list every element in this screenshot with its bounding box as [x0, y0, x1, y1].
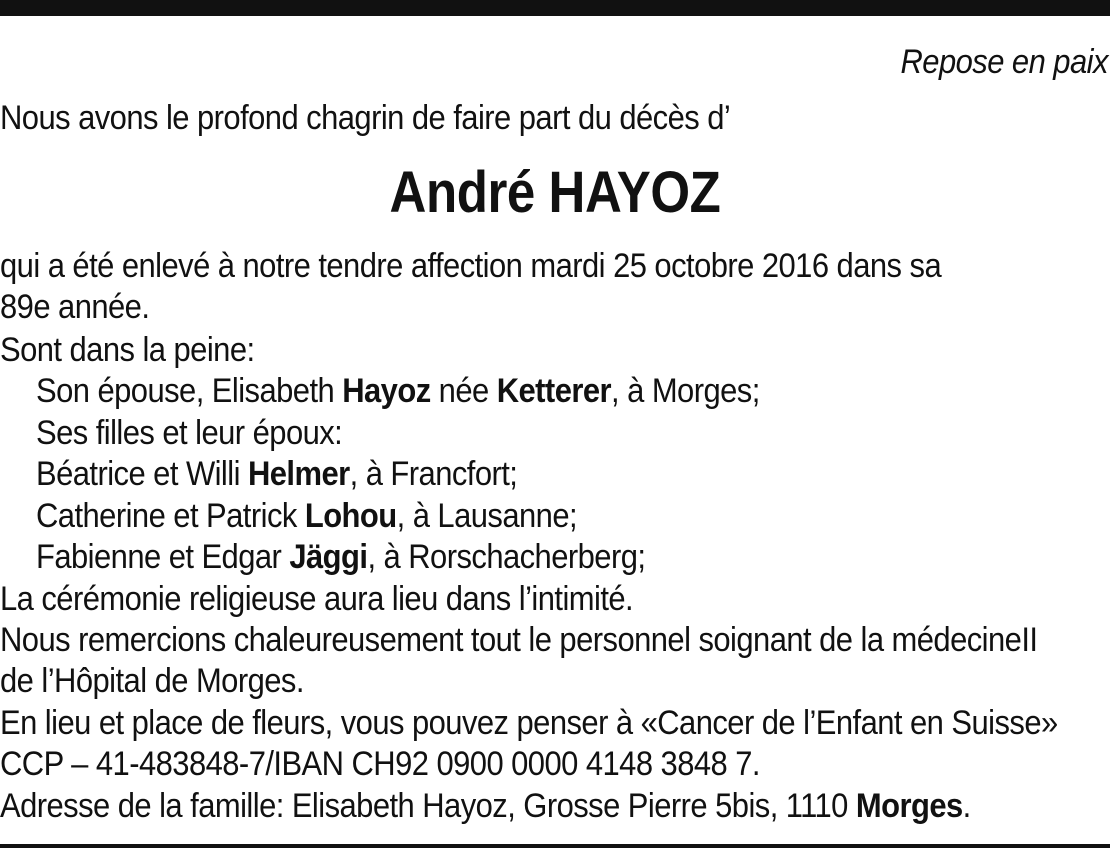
spouse-surname: Hayoz [342, 372, 431, 410]
family-address: Adresse de la famille: Elisabeth Hayoz, Grosse Pierre 5bis, 1110 Morges. [0, 787, 971, 825]
mourner-child: Béatrice et Willi Helmer, à Francfort; [36, 455, 518, 493]
donation-line-1: En lieu et place de fleurs, vous pouvez penser à «Cancer de l’Enfant en Suisse» [0, 704, 1058, 742]
children-heading: Ses filles et leur époux: [36, 414, 343, 452]
thanks-line-1: Nous remercions chaleureusement tout le personnel soignant de la médecineII [0, 621, 1038, 659]
mourner-child: Catherine et Patrick Lohou, à Lausanne; [36, 497, 578, 535]
epitaph: Repose en paix [900, 43, 1108, 81]
child-surname: Helmer [247, 455, 350, 493]
thanks-line-2: de l’Hôpital de Morges. [0, 662, 304, 700]
spouse-maiden-name: Ketterer [496, 372, 612, 410]
mourner-child: Fabienne et Edgar Jäggi, à Rorschacherberg; [36, 538, 646, 576]
address-city: Morges [855, 787, 963, 825]
bottom-rule [0, 844, 1110, 848]
donation-line-2: CCP – 41-483848-7/IBAN CH92 0900 0000 4148 3848 7. [0, 745, 760, 783]
mourners-heading: Sont dans la peine: [0, 331, 255, 369]
child-surname: Jäggi [289, 538, 368, 576]
mourner-spouse: Son épouse, Elisabeth Hayoz née Ketterer, à Morges; [36, 372, 760, 410]
child-surname: Lohou [304, 497, 397, 535]
death-notice-line-2: 89e année. [0, 288, 150, 326]
ceremony-line: La cérémonie religieuse aura lieu dans l’intimité. [0, 580, 634, 618]
death-notice-line-1: qui a été enlevé à notre tendre affection mardi 25 octobre 2016 dans sa [0, 247, 942, 285]
top-rule [0, 0, 1110, 16]
intro-line: Nous avons le profond chagrin de faire part du décès d’ [0, 99, 731, 137]
deceased-name: André HAYOZ [389, 160, 721, 225]
